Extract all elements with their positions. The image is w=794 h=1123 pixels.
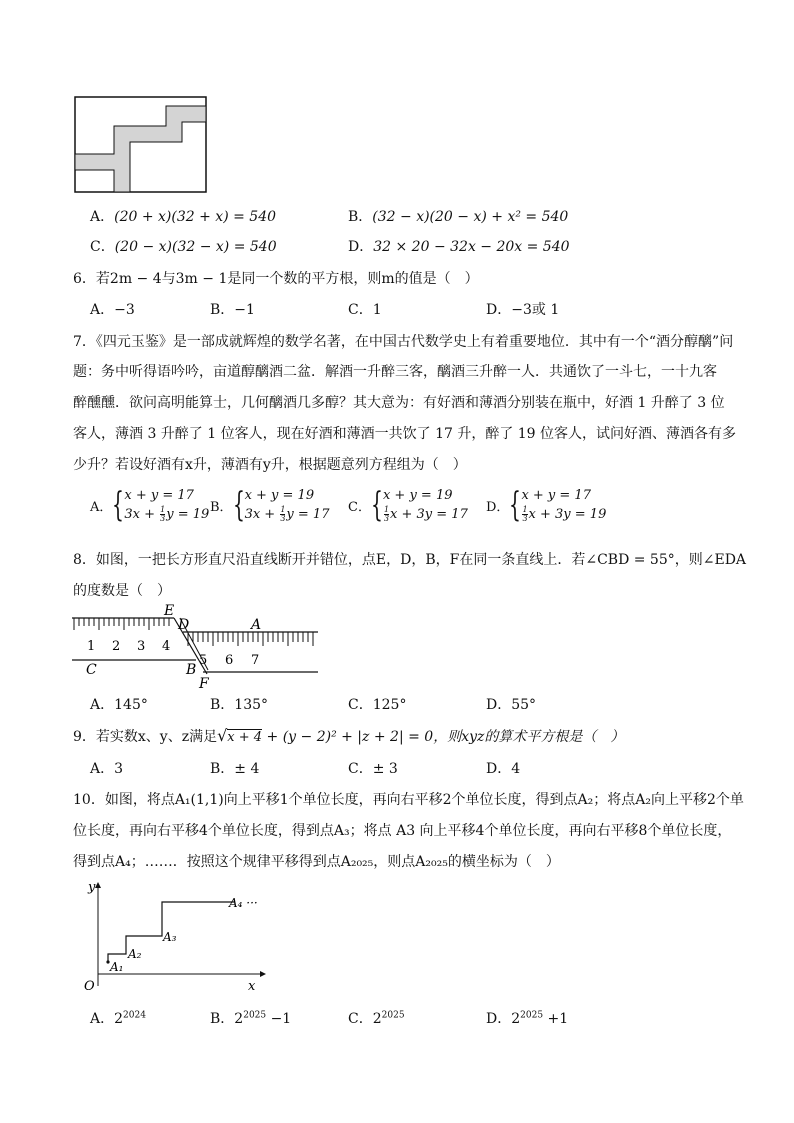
brace-icon: { bbox=[112, 485, 125, 525]
q6-option-c[interactable]: C．1 bbox=[348, 302, 382, 318]
tick-label-1: 1 bbox=[87, 639, 96, 654]
q5-option-c[interactable]: C．(20 − x)(32 − x) = 540 bbox=[90, 239, 277, 255]
q10-option-a[interactable]: A．$2^{2024}$ bbox=[90, 1010, 146, 1027]
y-axis-arrow-icon bbox=[95, 882, 101, 888]
point-d: D bbox=[178, 617, 190, 633]
q9-option-d[interactable]: D．4 bbox=[486, 761, 521, 777]
tick-label-4: 4 bbox=[162, 639, 171, 654]
q9-option-a[interactable]: A．3 bbox=[90, 761, 124, 777]
point-b: B bbox=[186, 662, 197, 678]
q8-line-2: 的度数是（ ） bbox=[73, 583, 171, 599]
point-e: E bbox=[164, 603, 175, 619]
label-a2: A₂ bbox=[128, 947, 142, 961]
q6-option-b[interactable]: B．−1 bbox=[210, 302, 255, 318]
brace-icon: { bbox=[509, 485, 522, 525]
tick-label-7: 7 bbox=[251, 653, 260, 668]
q10-option-c[interactable]: C．$2^{2025}$ bbox=[348, 1010, 405, 1027]
q6-option-d[interactable]: D．−3或 1 bbox=[486, 302, 560, 318]
q8-option-a[interactable]: A．145° bbox=[90, 697, 148, 713]
point-c: C bbox=[86, 662, 97, 678]
x-axis-label: x bbox=[248, 979, 256, 994]
q10-line-1: 10．如图，将点A₁(1,1)向上平移1个单位长度，再向右平移2个单位长度，得到点A₂；将点A₂向上平移2个单 bbox=[73, 792, 744, 808]
brace-icon: { bbox=[370, 485, 383, 525]
q7-option-b[interactable]: B． { x + y = 19 3x + $\frac{1}{3}$ y = 17 bbox=[210, 485, 330, 525]
tick-label-3: 3 bbox=[137, 639, 146, 654]
q9-option-b[interactable]: B．± 4 bbox=[210, 761, 260, 777]
q5-option-d[interactable]: D．32 × 20 − 32x − 20x = 540 bbox=[348, 239, 570, 255]
q7-line-1: 7．《四元玉鉴》是一部成就辉煌的数学名著，在中国古代数学史上有着重要地位．其中有一个“酒分醇醨”问 bbox=[73, 334, 734, 350]
q9-option-c[interactable]: C．± 3 bbox=[348, 761, 398, 777]
label-a3: A₃ bbox=[163, 930, 177, 944]
tick-label-2: 2 bbox=[112, 639, 121, 654]
q7-option-d[interactable]: D． { x + y = 17 $\frac{1}{3}$ x + 3y = 19 bbox=[486, 485, 607, 525]
q7-line-4: 客人，薄酒 3 升醉了 1 位客人，现在好酒和薄酒一共饮了 17 升，醉了 19 位客人，试问好酒、薄酒各有多 bbox=[73, 426, 737, 442]
q7-option-a[interactable]: A． { x + y = 17 3x + $\frac{1}{3}$ y = 19 bbox=[90, 485, 210, 525]
origin-label: O bbox=[84, 979, 95, 994]
label-a4: A₄ ··· bbox=[229, 896, 258, 910]
q10-option-b[interactable]: B．$2^{2025} -1$ bbox=[210, 1010, 292, 1027]
q8-option-b[interactable]: B．135° bbox=[210, 697, 269, 713]
q5-option-b[interactable]: B．(32 − x)(20 − x) + x² = 540 bbox=[348, 209, 569, 225]
q8-option-d[interactable]: D．55° bbox=[486, 697, 537, 713]
q6-option-a[interactable]: A．−3 bbox=[90, 302, 135, 318]
q7-line-3: 醉醺醺．欲问高明能算士，几何醨酒几多醇？其大意为：有好酒和薄酒分别装在瓶中，好酒 1 升醉了 3 位 bbox=[73, 395, 725, 411]
q10-line-2: 位长度，再向右平移4个单位长度，得到点A₃；将点 A3 向上平移4个单位长度，再向右平移8个单位长度， bbox=[73, 823, 732, 839]
q8-line-1: 8．如图，一把长方形直尺沿直线断开并错位，点E，D，B，F在同一条直线上．若∠CBD = 55°，则∠EDA bbox=[73, 552, 747, 568]
x-axis-arrow-icon bbox=[260, 971, 266, 977]
tick-label-5: 5 bbox=[199, 653, 208, 668]
point-a: A bbox=[251, 617, 262, 633]
radicand: x + 4 bbox=[227, 730, 263, 745]
label-a1: A₁ bbox=[110, 960, 124, 974]
q7-option-c[interactable]: C． { x + y = 19 $\frac{1}{3}$ x + 3y = 17 bbox=[348, 485, 468, 525]
ruler-figure bbox=[70, 602, 322, 690]
q9-stem: 9．若实数x、y、z满足√x + 4 + (y − 2)² + |z + 2| = 0，则xyz的算术平方根是（ ） bbox=[73, 726, 625, 745]
q7-line-5: 少升？若设好酒有x升，薄酒有y升，根据题意列方程组为（ ） bbox=[73, 457, 467, 473]
left-ruler-ticks bbox=[74, 618, 169, 630]
tick-label-6: 6 bbox=[225, 653, 234, 668]
point-f: F bbox=[199, 676, 209, 690]
y-axis-label: y bbox=[88, 880, 96, 895]
road-figure bbox=[74, 96, 208, 194]
q8-option-c[interactable]: C．125° bbox=[348, 697, 407, 713]
q10-line-3: 得到点A₄；……．按照这个规律平移得到点A₂₀₂₅，则点A₂₀₂₅的横坐标为（ ） bbox=[73, 854, 560, 870]
brace-icon: { bbox=[232, 485, 245, 525]
q5-option-a[interactable]: A．(20 + x)(32 + x) = 540 bbox=[90, 209, 277, 225]
coordinate-figure bbox=[70, 878, 270, 994]
right-ruler-ticks bbox=[188, 632, 313, 646]
sqrt-sign: √ bbox=[217, 726, 228, 745]
q10-option-d[interactable]: D．$2^{2025} +1$ bbox=[486, 1010, 569, 1027]
q7-line-2: 题：务中听得语吟吟，亩道醇醨酒二盆．解酒一升醉三客，醨酒三升醉一人．共通饮了一斗七，一十九客 bbox=[73, 364, 717, 380]
q6-stem: 6．若2m − 4与3m − 1是同一个数的平方根，则m的值是（ ） bbox=[73, 271, 479, 287]
